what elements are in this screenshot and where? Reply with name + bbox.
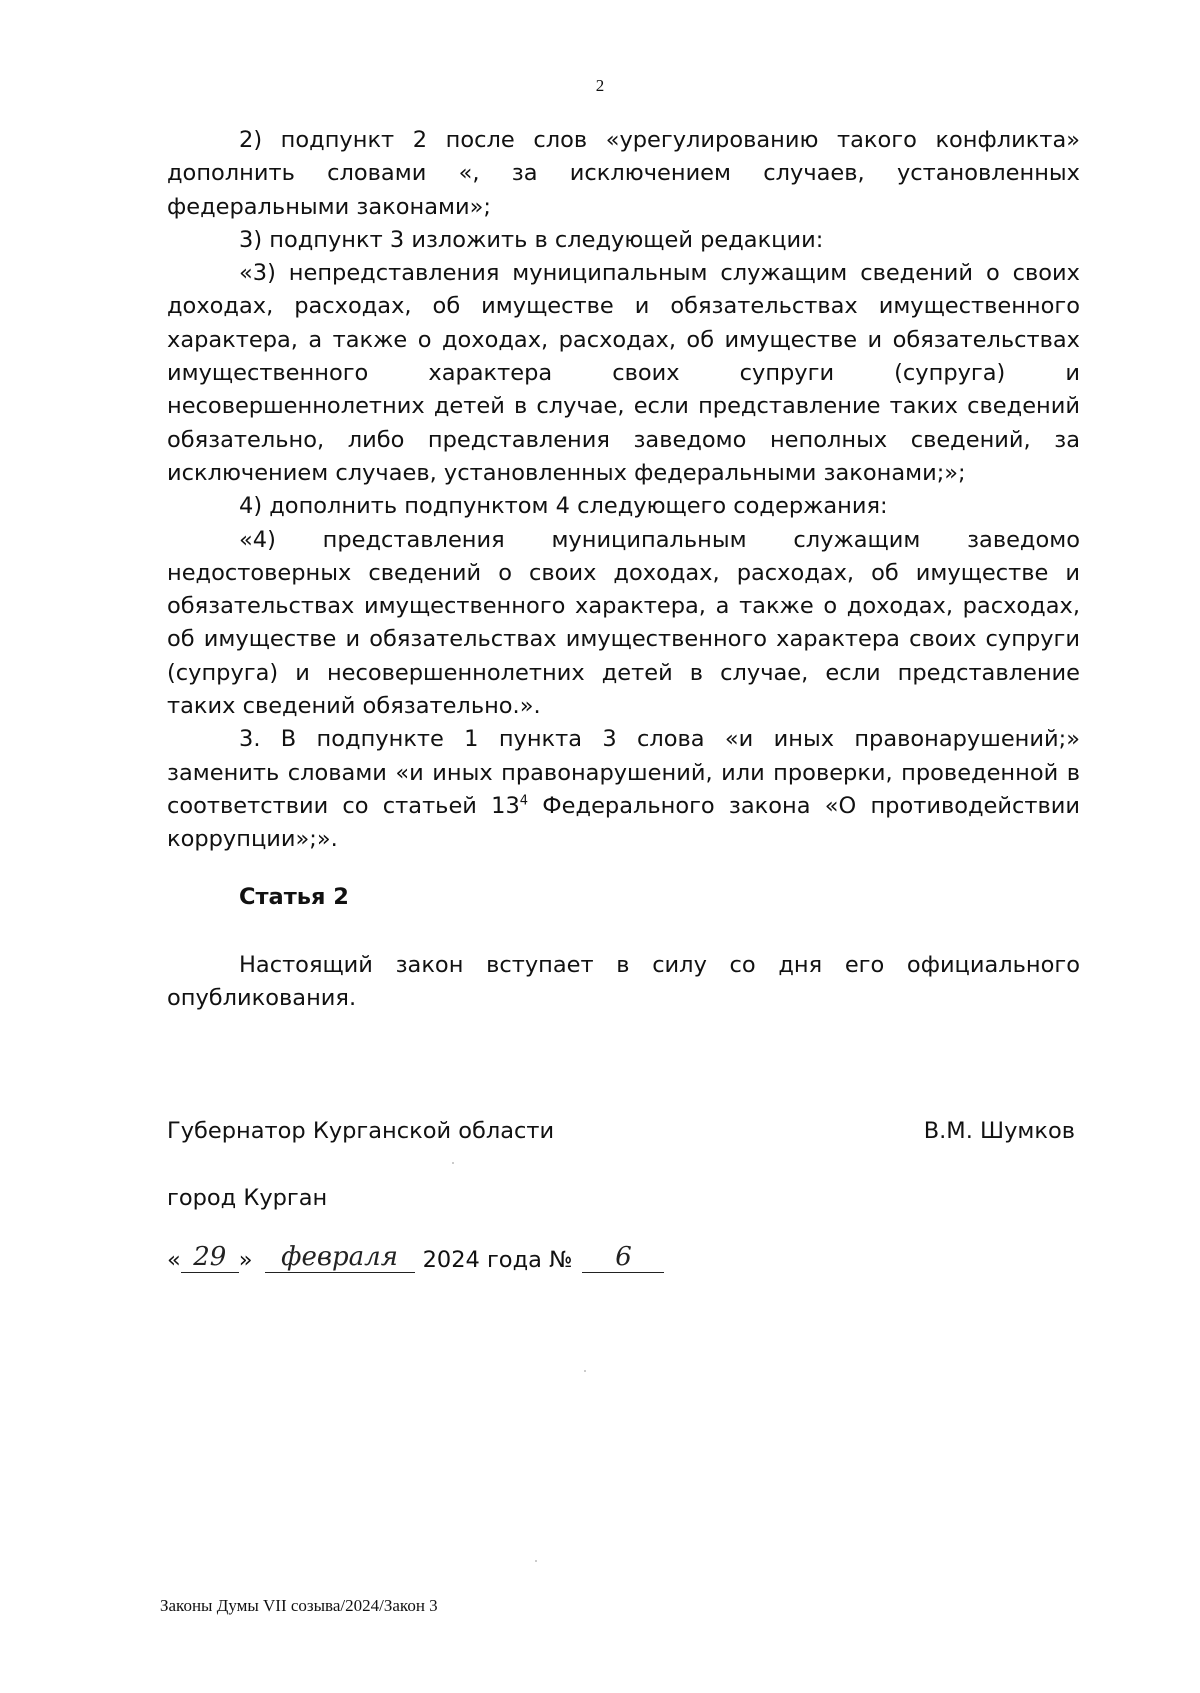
- date-line: [167, 1242, 664, 1273]
- amendment-text: [167, 124, 1080, 857]
- handwritten-day: 29: [181, 1242, 239, 1273]
- paragraph: [167, 723, 1080, 856]
- article-title: Статья 2: [239, 884, 349, 910]
- signatory-name: В.М. Шумков: [923, 1118, 1075, 1144]
- paragraph: «4) представления муниципальным служащим заведомо недостоверных сведений о своих доходах, расходах, об имуществе и обязательствах имущественного характера, а также о доходах, расходах, об имуществе и обязательствах имущественного характера своих супруги (супруга) и несовершеннолетних детей в случае, если представление таких сведений обязательно.».: [167, 526, 1080, 720]
- scan-speck: [584, 1370, 586, 1372]
- scan-speck: [535, 1560, 537, 1562]
- superscript: 4: [519, 793, 529, 809]
- handwritten-month: февраля: [265, 1242, 415, 1273]
- signatory-role: Губернатор Курганской области: [167, 1118, 555, 1144]
- paragraph: 4) дополнить подпунктом 4 следующего содержания:: [239, 493, 888, 520]
- paragraph: 3) подпункт 3 изложить в следующей редакции:: [239, 226, 824, 253]
- page-number: 2: [595, 76, 605, 95]
- year-text: 2024 года №: [422, 1247, 573, 1273]
- paragraph: «3) непредставления муниципальным служащим сведений о своих доходах, расходах, об имуществе и обязательствах имущественного характера, а также о доходах, расходах, об имуществе и обязательствах имущественного характера своих супруги (супруга) и несовершеннолетних детей в случае, если представление таких сведений обязательно, либо представления заведомо неполных сведений, за исключением случаев, установленных федеральными законами;»;: [167, 260, 1080, 486]
- city: город Курган: [167, 1185, 328, 1211]
- footer-reference: Законы Думы VII созыва/2024/Закон 3: [160, 1596, 438, 1615]
- handwritten-number: 6: [582, 1242, 664, 1273]
- paragraph: Настоящий закон вступает в силу со дня его официального опубликования.: [167, 952, 1080, 1012]
- quote-open: «: [167, 1247, 181, 1273]
- quote-close: »: [238, 1247, 253, 1273]
- scan-speck: [452, 1162, 454, 1164]
- paragraph-part: 3. В подпункте 1 пункта 3 слова «и иных правонарушений;» заменить словами «и иных правонарушений, или проверки, проведенной в соответствии со статьей 13: [167, 726, 1080, 819]
- article-body: [167, 949, 1080, 1016]
- paragraph: 2) подпункт 2 после слов «урегулированию такого конфликта» дополнить словами «, за исключением случаев, установленных федеральными законами»;: [167, 127, 1080, 220]
- paragraph-part: Федерального закона «О противодействии коррупции»;».: [167, 792, 1080, 853]
